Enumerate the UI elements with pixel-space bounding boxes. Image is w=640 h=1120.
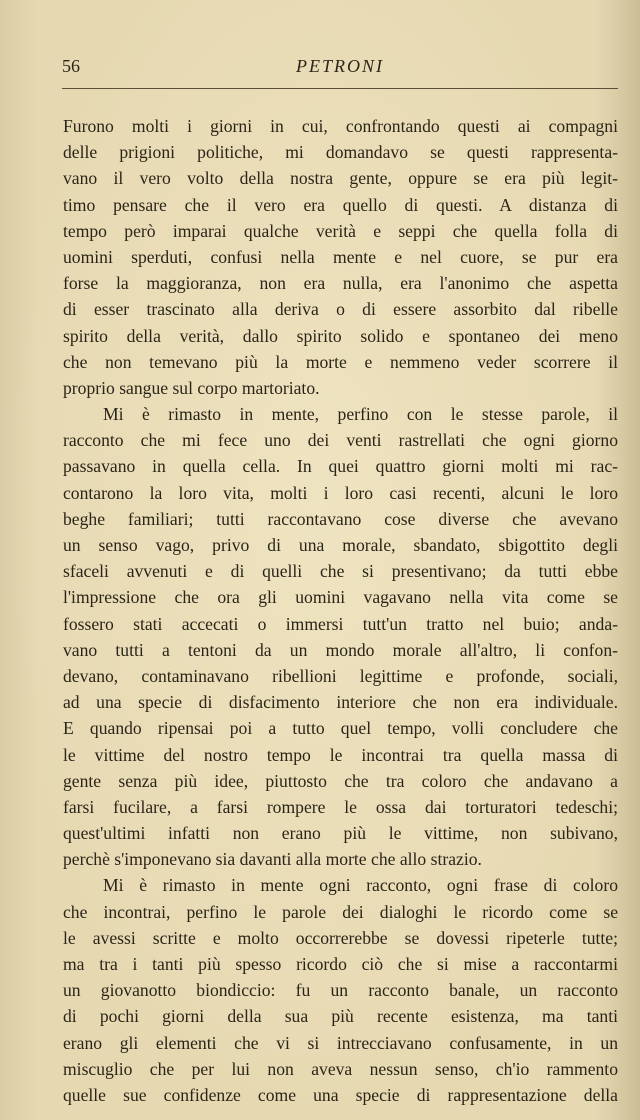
running-head: PETRONI <box>296 56 384 76</box>
page-header <box>62 56 618 80</box>
text-line: che non temevano più la morte e nemmeno veder scorrere il <box>63 351 618 372</box>
header-rule <box>62 88 618 89</box>
text-line: di pochi giorni della sua più recente esistenza, ma tanti <box>63 1006 618 1027</box>
text-line: timo pensare che il vero era quello di questi. A distanza di <box>63 194 618 215</box>
text-line: perchè s'imponevano sia davanti alla morte che allo strazio. <box>63 849 482 870</box>
text-line: gente senza più idee, piuttosto che tra coloro che andavano a <box>63 770 618 791</box>
text-line: contarono la loro vita, molti i loro casi recenti, alcuni le loro <box>63 482 618 503</box>
text-line: che incontrai, perfino le parole dei dialoghi le ricordo come se <box>63 901 618 922</box>
text-line: passavano in quella cella. In quei quattro giorni molti mi rac- <box>63 456 618 477</box>
text-line: devano, contaminavano ribellioni legittime e profonde, sociali, <box>63 665 618 686</box>
text-line: le vittime del nostro tempo le incontrai tra quella massa di <box>63 744 618 765</box>
text-line: farsi fucilare, a farsi rompere le ossa dai torturatori tedeschi; <box>63 796 618 817</box>
text-line: Furono molti i giorni in cui, confrontando questi ai compagni <box>63 116 618 136</box>
body-text <box>63 113 618 1108</box>
text-line: uomini sperduti, confusi nella mente e nel cuore, se pur era <box>63 246 618 267</box>
text-line: ad una specie di disfacimento interiore che non era individuale. <box>63 692 618 713</box>
text-line: beghe familiari; tutti raccontavano cose diverse che avevano <box>63 508 618 529</box>
text-line: erano gli elementi che vi si intrecciavano confusamente, in un <box>63 1032 618 1053</box>
text-line: un senso vago, privo di una morale, sbandato, sbigottito degli <box>63 535 618 555</box>
text-line: delle prigioni politiche, mi domandavo se questi rappresenta- <box>63 142 618 163</box>
text-line: quest'ultimi infatti non erano più le vittime, non subivano, <box>63 823 618 844</box>
text-line: le avessi scritte e molto occorrerebbe se dovessi ripeterle tutte; <box>63 927 618 948</box>
text-line: vano tutti a tentoni da un mondo morale all'altro, li confon- <box>63 639 618 660</box>
text-line: vano il vero volto della nostra gente, oppure se era più legit- <box>63 168 618 189</box>
text-line: forse la maggioranza, non era nulla, era l'anonimo che aspetta <box>63 273 618 294</box>
text-line: miscuglio che per lui non aveva nessun senso, ch'io rammento <box>63 1058 618 1079</box>
text-line: sfaceli avvenuti e di quelli che si presentivano; da tutti ebbe <box>63 561 618 582</box>
text-line: Mi è rimasto in mente, perfino con le stesse parole, il <box>103 404 618 425</box>
text-line: spirito della verità, dallo spirito solido e spontaneo dei meno <box>63 325 618 346</box>
text-line: di esser trascinato alla deriva o di essere assorbito dal ribelle <box>63 299 618 320</box>
text-line: l'impressione che ora gli uomini vagavano nella vita come se <box>63 587 618 608</box>
text-line: tempo però imparai qualche verità e seppi che quella folla di <box>63 220 618 241</box>
text-line: racconto che mi fece uno dei venti rastrellati che ogni giorno <box>63 430 618 451</box>
text-line: fossero stati accecati o immersi tutt'un tratto nel buio; anda- <box>63 613 618 634</box>
text-line: quelle sue confidenze come una specie di rappresentazione della <box>63 1084 618 1105</box>
text-line: un giovanotto biondiccio: fu un racconto banale, un racconto <box>63 980 618 1001</box>
text-line: Mi è rimasto in mente ogni racconto, ogni frase di coloro <box>103 875 618 896</box>
text-line: proprio sangue sul corpo martoriato. <box>63 377 320 398</box>
text-line: E quando ripensai poi a tutto quel tempo, volli concludere che <box>63 718 618 739</box>
page-number: 56 <box>62 56 80 76</box>
text-line: ma tra i tanti più spesso ricordo ciò che si mise a raccontarmi <box>63 954 618 974</box>
